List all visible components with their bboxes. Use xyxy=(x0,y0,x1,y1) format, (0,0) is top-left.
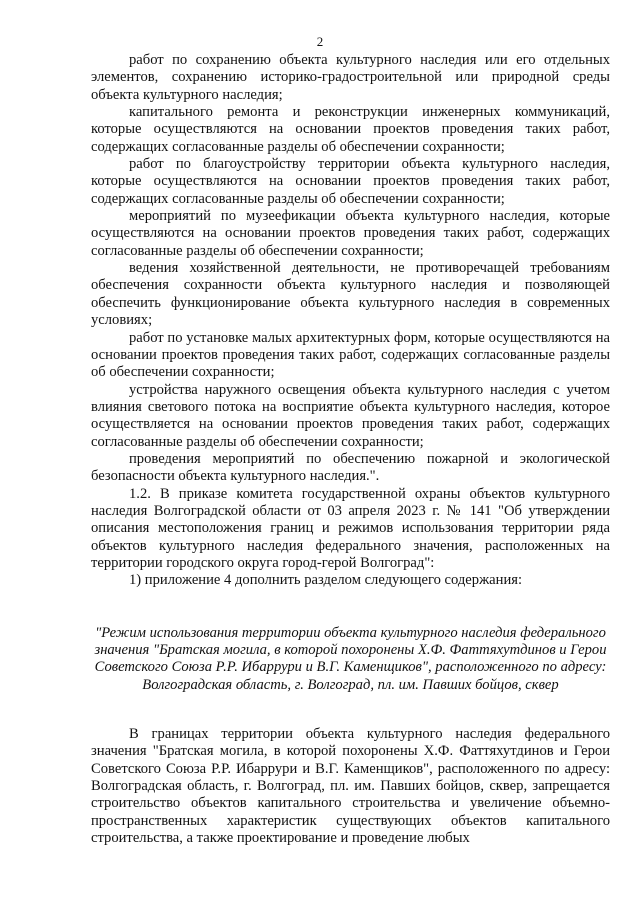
paragraph-fire-safety: проведения мероприятий по обеспечению пожарной и экологической безопасности объекта культурного наследия.". xyxy=(91,450,610,485)
paragraph-utility-repair: капитального ремонта и реконструкции инженерных коммуникаций, которые осуществляются на основании проектов проведения таких работ, содержащих согласованные разделы об обеспечении сохранности; xyxy=(91,104,610,155)
paragraph-order-amendment: 1.2. В приказе комитета государственной охраны объектов культурного наследия Волгоградской области от 03 апреля 2023 г. № 141 "Об утверждении описания местоположения границ и режимов использования территории ряда объектов культурного наследия федерального значения, расположенных на территории городского округа город-герой Волгоград": xyxy=(91,485,610,571)
paragraph-small-architectural-forms: работ по установке малых архитектурных форм, которые осуществляются на основании проектов проведения таких работ, содержащих согласованные разделы об обеспечении сохранности; xyxy=(91,329,610,381)
spacer xyxy=(91,590,610,625)
paragraph-museumification: мероприятий по музеефикации объекта культурного наследия, которые осуществляются на основании проектов проведения таких работ, содержащих согласованные разделы об обеспечении сохранности; xyxy=(91,208,610,259)
paragraph-economic-activity: ведения хозяйственной деятельности, не противоречащей требованиям обеспечения сохранности объекта культурного наследия и позволяющей обеспечить функционирование объекта культурного наследия в современных условиях; xyxy=(91,260,610,329)
paragraph-landscaping: работ по благоустройству территории объекта культурного наследия, которые осуществляются на основании проектов проведения таких работ, содержащих согласованные разделы об обеспечении сохранности; xyxy=(91,156,610,207)
paragraph-appendix-addition: 1) приложение 4 дополнить разделом следующего содержания: xyxy=(129,572,523,589)
paragraph-outdoor-lighting: устройства наружного освещения объекта культурного наследия с учетом влияния светового потока на восприятие объекта культурного наследия, которое осуществляется на основании проектов проведения таких работ, содержащих согласованные разделы об обеспечении сохранности; xyxy=(91,381,610,450)
paragraph-restrictions: В границах территории объекта культурного наследия федерального значения "Братская могила, в которой похоронены Х.Ф. Фаттяхутдинов и Герои Советского Союза Р.Р. Ибаррури и В.Г. Каменщиков", расположенного по адресу: Волгоградская область, г. Волгоград, пл. им. Павших бойцов, сквер, запрещается строительство объектов капитального строительства и увеличение объемно-пространственных характеристик существующих объектов капитального строительства, а также проектирование и проведение любых xyxy=(91,726,610,847)
page-number: 2 xyxy=(316,34,324,49)
section-heading: "Режим использования территории объекта культурного наследия федерального значения "Братская могила, в которой похоронены Х.Ф. Фаттяхутдинов и Герои Советского Союза Р.Р. Ибаррури и В.Г. Каменщиков", расположенного по адресу: Волгоградская область, г. Волгоград, пл. им. Павших бойцов, сквер xyxy=(94,624,607,693)
paragraph-preservation-works: работ по сохранению объекта культурного наследия или его отдельных элементов, сохранению историко-градостроительной или природной среды объекта культурного наследия; xyxy=(91,52,610,103)
spacer xyxy=(91,694,610,726)
document-body xyxy=(91,52,610,847)
